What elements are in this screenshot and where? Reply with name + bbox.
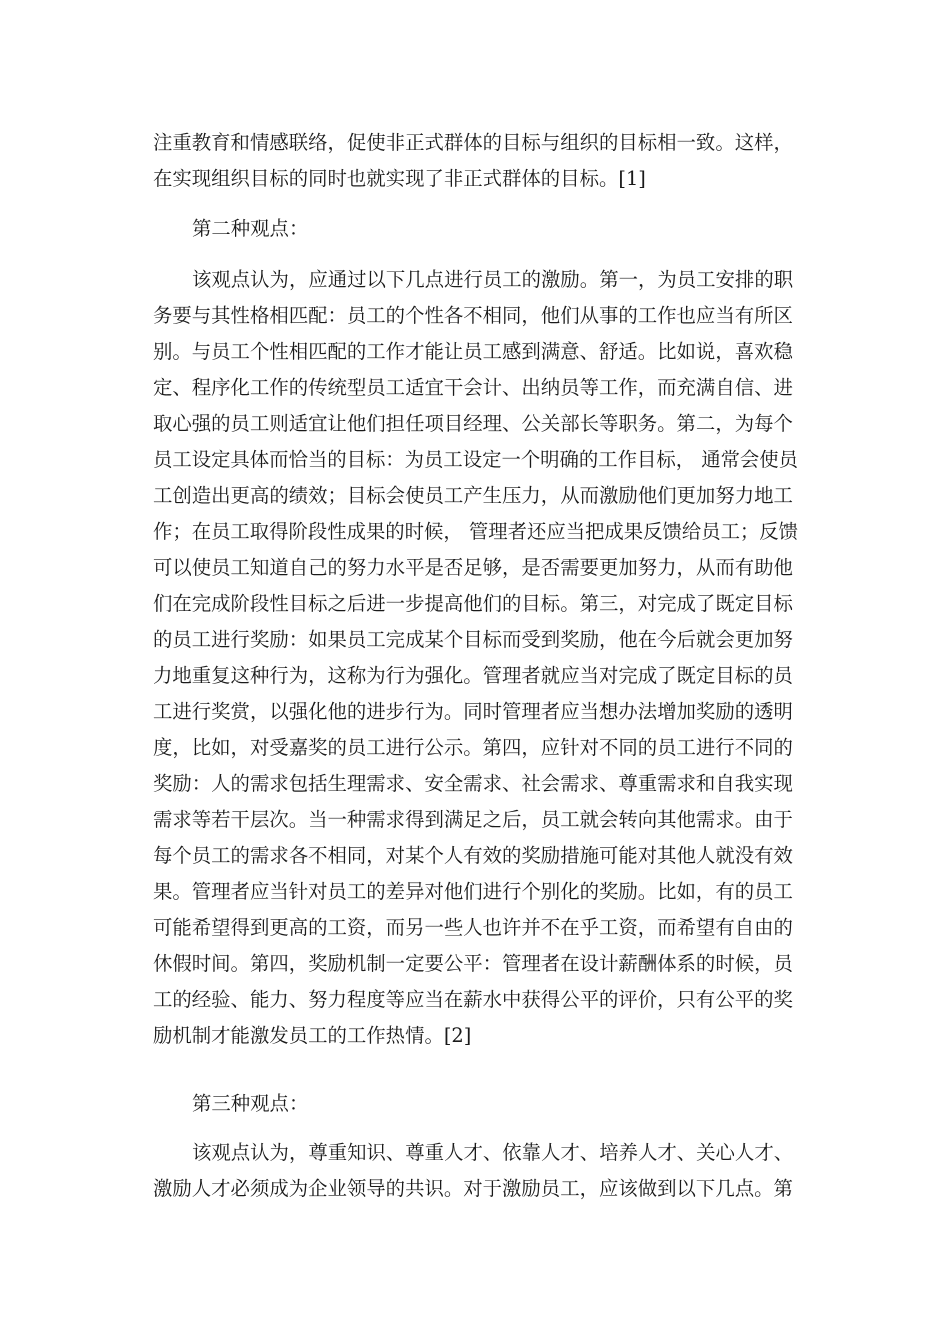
section-heading: 第二种观点： (192, 217, 309, 240)
text-line: 每个员工的需求各不相同，对某个人有效的奖励措施可能对其他人就没有效 (153, 844, 793, 867)
text-line: 可以使员工知道自己的努力水平是否足够，是否需要更加努力，从而有助他 (153, 556, 793, 579)
text-line: 可能希望得到更高的工资，而另一些人也许并不在乎工资，而希望有自由的 (153, 916, 793, 939)
text-line: 激励人才必须成为企业领导的共识。对于激励员工，应该做到以下几点。第 (153, 1177, 793, 1200)
text-line: 们在完成阶段性目标之后进一步提高他们的目标。第三，对完成了既定目标 (153, 592, 793, 615)
text-line: 需求等若干层次。当一种需求得到满足之后，员工就会转向其他需求。由于 (153, 808, 793, 831)
text-line: 励机制才能激发员工的工作热情。[2] (153, 1024, 472, 1047)
text-line: 取心强的员工则适宜让他们担任项目经理、公关部长等职务。第二，为每个 (153, 412, 793, 435)
text-line: 注重教育和情感联络，促使非正式群体的目标与组织的目标相一致。这样， (153, 131, 793, 154)
text-line: 工的经验、能力、努力程度等应当在薪水中获得公平的评价，只有公平的奖 (153, 988, 793, 1011)
text-line: 工创造出更高的绩效；目标会使员工产生压力，从而激励他们更加努力地工 (153, 484, 793, 507)
text-line: 度，比如，对受嘉奖的员工进行公示。第四，应针对不同的员工进行不同的 (153, 736, 793, 759)
text-line: 别。与员工个性相匹配的工作才能让员工感到满意、舒适。比如说，喜欢稳 (153, 340, 793, 363)
text-line: 员工设定具体而恰当的目标：为员工设定一个明确的工作目标， 通常会使员 (153, 448, 799, 471)
text-line: 该观点认为，尊重知识、尊重人才、依靠人才、培养人才、关心人才、 (192, 1141, 794, 1164)
text-line: 定、程序化工作的传统型员工适宜干会计、出纳员等工作，而充满自信、进 (153, 376, 793, 399)
text-line: 工进行奖赏，以强化他的进步行为。同时管理者应当想办法增加奖励的透明 (153, 700, 793, 723)
text-line: 作；在员工取得阶段性成果的时候， 管理者还应当把成果反馈给员工；反馈 (153, 520, 799, 543)
text-line: 该观点认为，应通过以下几点进行员工的激励。第一，为员工安排的职 (192, 268, 794, 291)
text-line: 果。管理者应当针对员工的差异对他们进行个别化的奖励。比如，有的员工 (153, 880, 793, 903)
text-line: 在实现组织目标的同时也就实现了非正式群体的目标。[1] (153, 167, 646, 190)
section-heading: 第三种观点： (192, 1092, 309, 1115)
text-line: 的员工进行奖励：如果员工完成某个目标而受到奖励，他在今后就会更加努 (153, 628, 793, 651)
text-line: 务要与其性格相匹配：员工的个性各不相同，他们从事的工作也应当有所区 (153, 304, 793, 327)
text-line: 力地重复这种行为，这称为行为强化。管理者就应当对完成了既定目标的员 (153, 664, 793, 687)
text-line: 奖励：人的需求包括生理需求、安全需求、社会需求、尊重需求和自我实现 (153, 772, 793, 795)
text-line: 休假时间。第四，奖励机制一定要公平：管理者在设计薪酬体系的时候，员 (153, 952, 793, 975)
